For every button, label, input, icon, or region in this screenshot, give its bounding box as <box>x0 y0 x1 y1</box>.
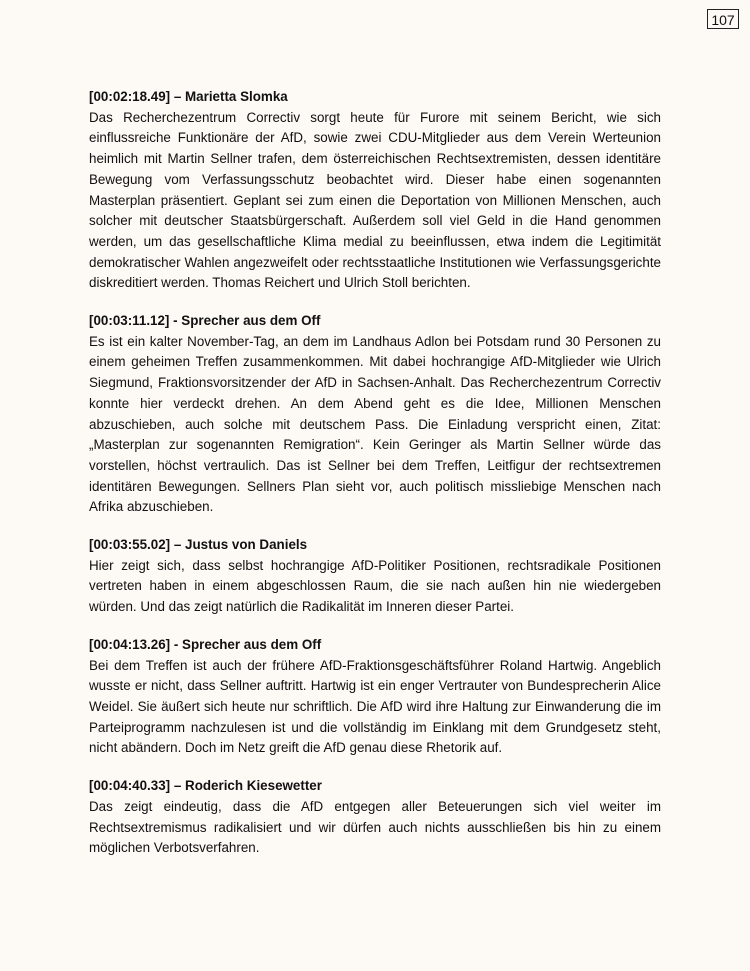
section-text: Das zeigt eindeutig, dass die AfD entgegen aller Beteuerungen sich viel weiter im Rechtsextremismus radikalisiert und wir dürfen auch nichts ausschließen bis hin zu einem möglichen Verbotsverfahren. <box>89 798 661 856</box>
section-heading: [00:03:55.02] – Justus von Daniels <box>89 537 308 553</box>
transcript-section <box>89 635 661 759</box>
section-heading: [00:04:40.33] – Roderich Kiesewetter <box>89 778 322 794</box>
section-heading: [00:03:11.12] - Sprecher aus dem Off <box>89 313 321 329</box>
transcript-body <box>89 87 661 876</box>
transcript-section <box>89 776 661 859</box>
transcript-section <box>89 311 661 518</box>
section-text: Das Recherchezentrum Correctiv sorgt heute für Furore mit seinem Bericht, wie sich einflussreiche Funktionäre der AfD, sowie zwei CDU-Mitglieder aus dem Verein Werteunion heimlich mit Martin Sellner trafen, dem österreichischen Rechtsextremisten, dessen identitäre Bewegung vom Verfassungsschutz beobachtet wird. Dieser habe einen sogenannten Masterplan präsentiert. Geplant sei zum einen die Deportation von Millionen Menschen, auch solcher mit deutscher Staatsbürgerschaft. Außerdem soll viel Geld in die Hand genommen werden, um das gesellschaftliche Klima medial zu beeinflussen, etwa indem die Legitimität demokratischer Wahlen angezweifelt oder rechtsstaatliche Institutionen wie Verfassungsgerichte diskreditiert werden. Thomas Reichert und Ulrich Stoll berichten. <box>89 109 661 291</box>
section-text: Bei dem Treffen ist auch der frühere AfD-Fraktionsgeschäftsführer Roland Hartwig. Angeblich wusste er nicht, dass Sellner auftritt. Hartwig ist ein enger Vertrauter von Bundesprecherin Alice Weidel. Sie äußert sich heute nur schriftlich. Die AfD wird ihre Haltung zur Einwanderung die im Parteiprogramm nachzulesen ist und die vollständig im Einklang mit dem Grundgesetz steht, nicht abändern. Doch im Netz greift die AfD genau diese Rhetorik auf. <box>89 657 661 756</box>
section-heading: [00:02:18.49] – Marietta Slomka <box>89 89 288 104</box>
section-text: Hier zeigt sich, dass selbst hochrangige AfD-Politiker Positionen, rechtsradikale Positionen vertreten haben in einem abgeschlossen Raum, die sie nach außen hin nie wiedergeben würden. Und das zeigt natürlich die Radikalität im Inneren dieser Partei. <box>89 557 661 615</box>
section-heading: [00:04:13.26] - Sprecher aus dem Off <box>89 636 322 652</box>
page-number: 107 <box>707 9 739 29</box>
transcript-section <box>89 535 661 618</box>
transcript-section <box>89 87 661 294</box>
section-text: Es ist ein kalter November-Tag, an dem im Landhaus Adlon bei Potsdam rund 30 Personen zu einem geheimen Treffen zusammenkommen. Mit dabei hochrangige AfD-Mitglieder wie Ulrich Siegmund, Fraktionsvorsitzender der AfD in Sachsen-Anhalt. Das Recherchezentrum Correctiv konnte hier verdeckt drehen. An dem Abend geht es die Idee, Millionen Menschen abzuschieben, auch solche mit deutschem Pass. Die Einladung verspricht einen, Zitat: „Masterplan zur sogenannten Remigration“. Kein Geringer als Martin Sellner würde das vorstellen, höchst vertraulich. Das ist Sellner bei dem Treffen, Leitfigur der rechtsextremen identitären Bewegungen. Sellners Plan sieht vor, auch politisch missliebige Menschen nach Afrika abzuschieben. <box>89 333 661 515</box>
